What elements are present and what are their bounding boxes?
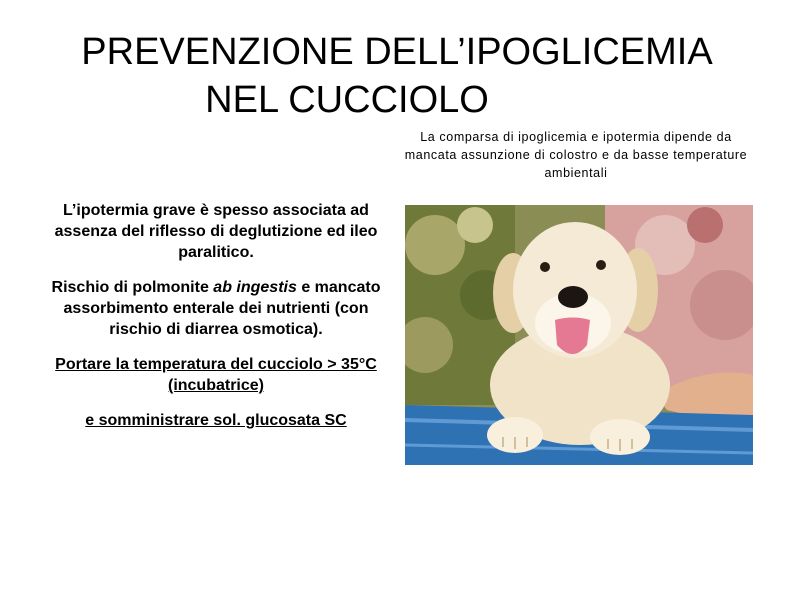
risk-text-b: e mancato assorbimento enterale dei nutrienti (con rischio di diarrea osmotica). xyxy=(63,279,381,338)
puppy-photo xyxy=(405,205,753,465)
title-line-2: NEL CUCCIOLO xyxy=(205,79,489,121)
paragraph-temperature: Portare la temperatura del cucciolo > 35°C (incubatrice) xyxy=(55,356,377,394)
risk-text-a: Rischio di polmonite xyxy=(51,279,214,296)
paragraph-glucose: e somministrare sol. glucosata SC xyxy=(85,412,347,429)
title-line-1: PREVENZIONE DELL’IPOGLICEMIA xyxy=(81,31,713,73)
slide-title xyxy=(0,28,794,124)
risk-text-italic: ab ingestis xyxy=(213,279,297,296)
subtitle-text: La comparsa di ipoglicemia e ipotermia dipende da mancata assunzione di colostro e da basse temperature ambientali xyxy=(404,130,748,180)
paragraph-hypothermia: L’ipotermia grave è spesso associata ad assenza del riflesso di deglutizione ed ileo paralitico. xyxy=(54,202,378,261)
paragraph-risk xyxy=(38,277,394,340)
body-text xyxy=(38,200,394,445)
